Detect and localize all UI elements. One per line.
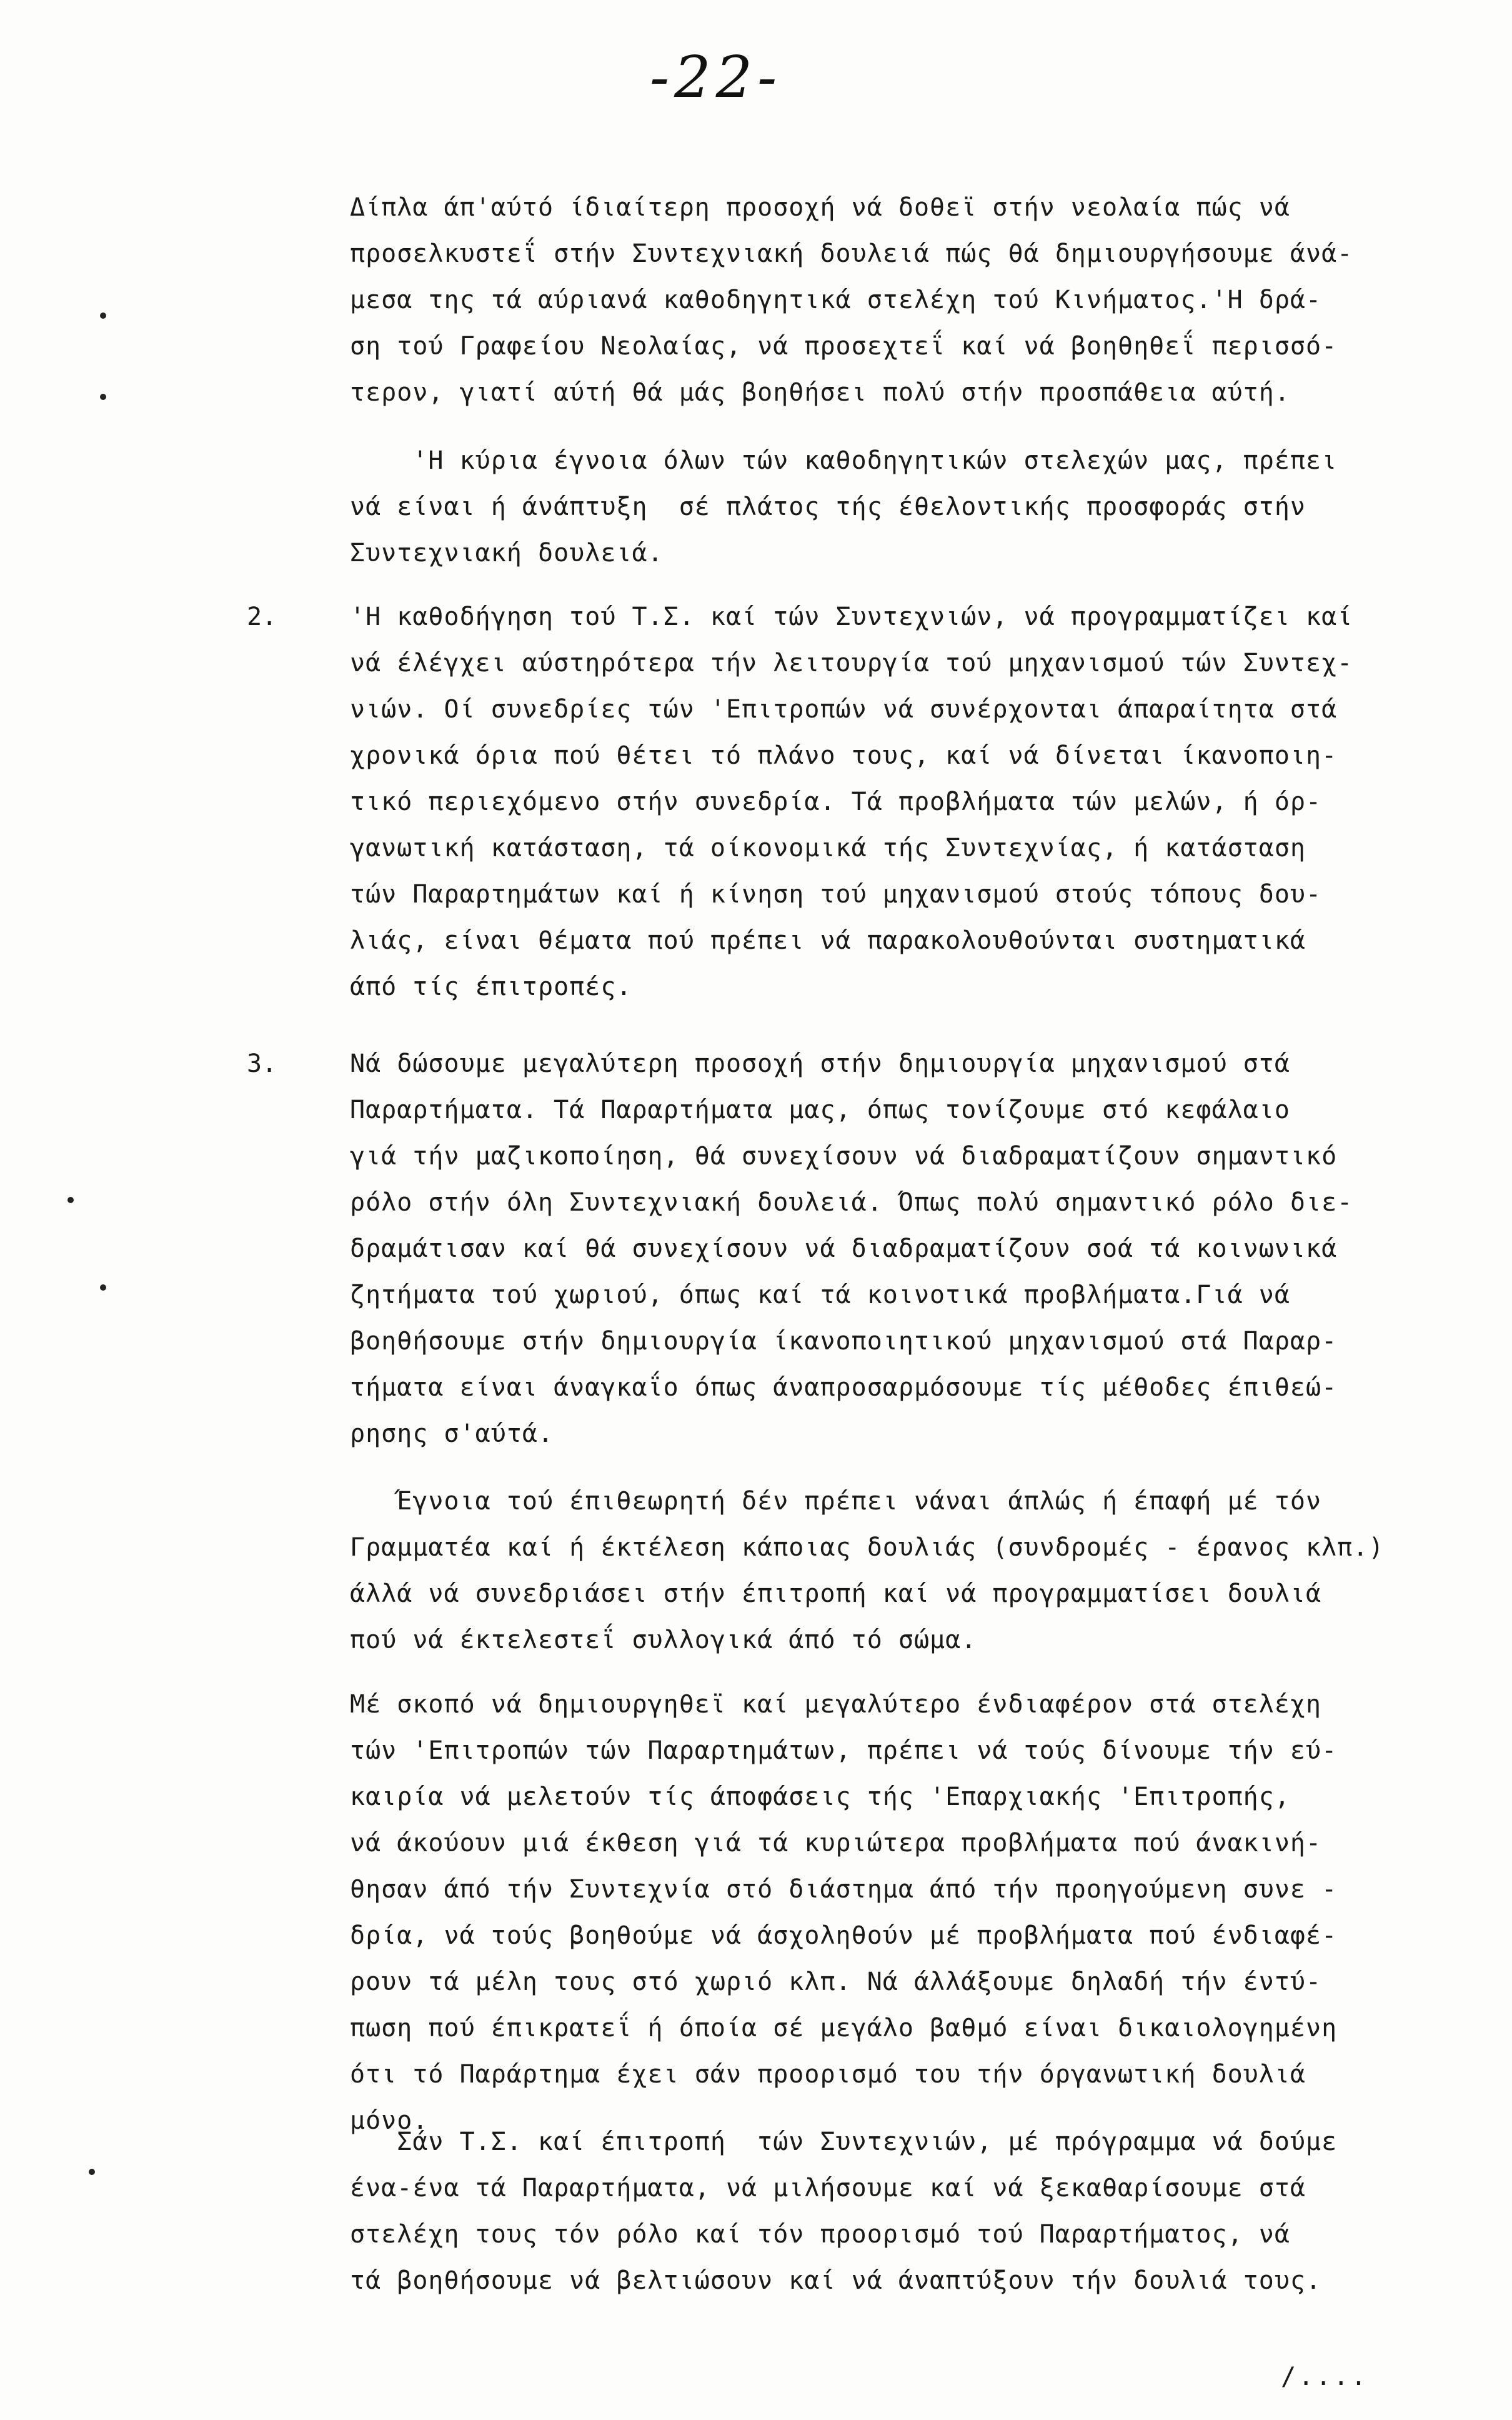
scan-speck [89, 2169, 95, 2175]
continuation-mark: /.... [1281, 2362, 1369, 2391]
paragraph-interest: Μέ σκοπό νά δημιουργηθεϊ καί μεγαλύτερο ένδιαφέρον στά στελέχη τών 'Επιτροπών τών Παραρτημάτων, πρέπει νά τούς δίνουμε τήν εύ- καιρία νά μελετούν τίς άποφάσεις τής 'Επαρχιακής 'Επιτροπής, νά άκούουν μιά έκθεση γιά τά κυριώτερα προβλήματα πού άνακινή- θησαν άπό τήν Συντεχνία στό διάστημα άπό τήν προηγούμενη συνε - δρία, νά τούς βοηθούμε νά άσχοληθούν μέ προβλήματα πού ένδιαφέ- ρουν τά μέλη τους στό χωριό κλπ. Νά άλλάξουμε δηλαδή τήν έντύ- πωση πού έπικρατεΐ ή όποία σέ μεγάλο βαθμό είναι δικαιολογημένη ότι τό Παράρτημα έχει σάν προορισμό του τήν όργανωτική δουλιά μόνο. [350, 1690, 1338, 2135]
scan-speck [100, 394, 106, 400]
list-number-3: 3. [247, 1049, 277, 1078]
paragraph-program: Σάν Τ.Σ. καί έπιτροπή τών Συντεχνιών, μέ πρόγραμμα νά δούμε ένα-ένα τά Παραρτήματα, νά μιλήσουμε καί νά ξεκαθαρίσουμε στά στελέχη τους τόν ρόλο καί τόν προορισμό τού Παραρτήματος, νά τά βοηθήσουμε νά βελτιώσουν καί νά άναπτύξουν τήν δουλιά τους. [350, 2128, 1338, 2295]
scan-speck [100, 312, 106, 319]
list-item-3-text: Νά δώσουμε μεγαλύτερη προσοχή στήν δημιουργία μηχανισμού στά Παραρτήματα. Τά Παραρτήματα μας, όπως τονίζουμε στό κεφάλαιο γιά τήν μαζικοποίηση, θά συνεχίσουν νά διαδραματίζουν σημαντικό ρόλο στήν όλη Συντεχνιακή δουλειά. Όπως πολύ σημαντικό ρόλο διε- δραμάτισαν καί θά συνεχίσουν νά διαδραματίζουν σοά τά κοινωνικά ζητήματα τού χωριού, όπως καί τά κοινοτικά προβλήματα.Γιά νά βοηθήσουμε στήν δημιουργία ίκανοποιητικού μηχανισμού στά Παραρ- τήματα είναι άναγκαΐο όπως άναπροσαρμόσουμε τίς μέθοδες έπιθεώ- ρησης σ'αύτά. [350, 1049, 1353, 1448]
scan-speck [100, 1284, 106, 1291]
list-item-2-text: 'Η καθοδήγηση τού Τ.Σ. καί τών Συντεχνιών, νά προγραμματίζει καί νά έλέγχει αύστηρότερα τήν λειτουργία τού μηχανισμού τών Συντεχ- νιών. Οί συνεδρίες τών 'Επιτροπών νά συνέρχονται άπαραίτητα στά χρονικά όρια πού θέτει τό πλάνο τους, καί νά δίνεται ίκανοποιη- τικό περιεχόμενο στήν συνεδρία. Τά προβλήματα τών μελών, ή όρ- γανωτική κατάσταση, τά οίκονομικά τής Συντεχνίας, ή κατάσταση τών Παραρτημάτων καί ή κίνηση τού μηχανισμού στούς τόπους δου- λιάς, είναι θέματα πού πρέπει νά παρακολουθούνται συστηματικά άπό τίς έπιτροπές. [350, 602, 1353, 1001]
paragraph-inspector: Έγνοια τού έπιθεωρητή δέν πρέπει νάναι άπλώς ή έπαφή μέ τόν Γραμματέα καί ή έκτέλεση κάποιας δουλιάς (συνδρομές - έρανος κλπ.) άλλά νά συνεδριάσει στήν έπιτροπή καί νά προγραμματίσει δουλιά πού νά έκτελεστεΐ συλλογικά άπό τό σώμα. [350, 1487, 1385, 1654]
paragraph-youth: Δίπλα άπ'αύτό ίδιαίτερη προσοχή νά δοθεϊ στήν νεολαία πώς νά προσελκυστεΐ στήν Συντεχνιακή δουλειά πώς θά δημιουργήσουμε άνά- μεσα της τά αύριανά καθοδηγητικά στελέχη τού Κινήματος.'Η δρά- ση τού Γραφείου Νεολαίας, νά προσεχτεΐ καί νά βοηθηθεΐ περισσό- τερον, γιατί αύτή θά μάς βοηθήσει πολύ στήν προσπάθεια αύτή. [350, 193, 1353, 407]
page-number: -22- [650, 44, 782, 111]
paragraph-main-concern: 'Η κύρια έγνοια όλων τών καθοδηγητικών στελεχών μας, πρέπει νά είναι ή άνάπτυξη σέ πλάτος τής έθελοντικής προσφοράς στήν Συντεχνιακή δουλειά. [350, 446, 1338, 568]
list-number-2: 2. [247, 602, 277, 631]
scan-speck [67, 1197, 74, 1203]
